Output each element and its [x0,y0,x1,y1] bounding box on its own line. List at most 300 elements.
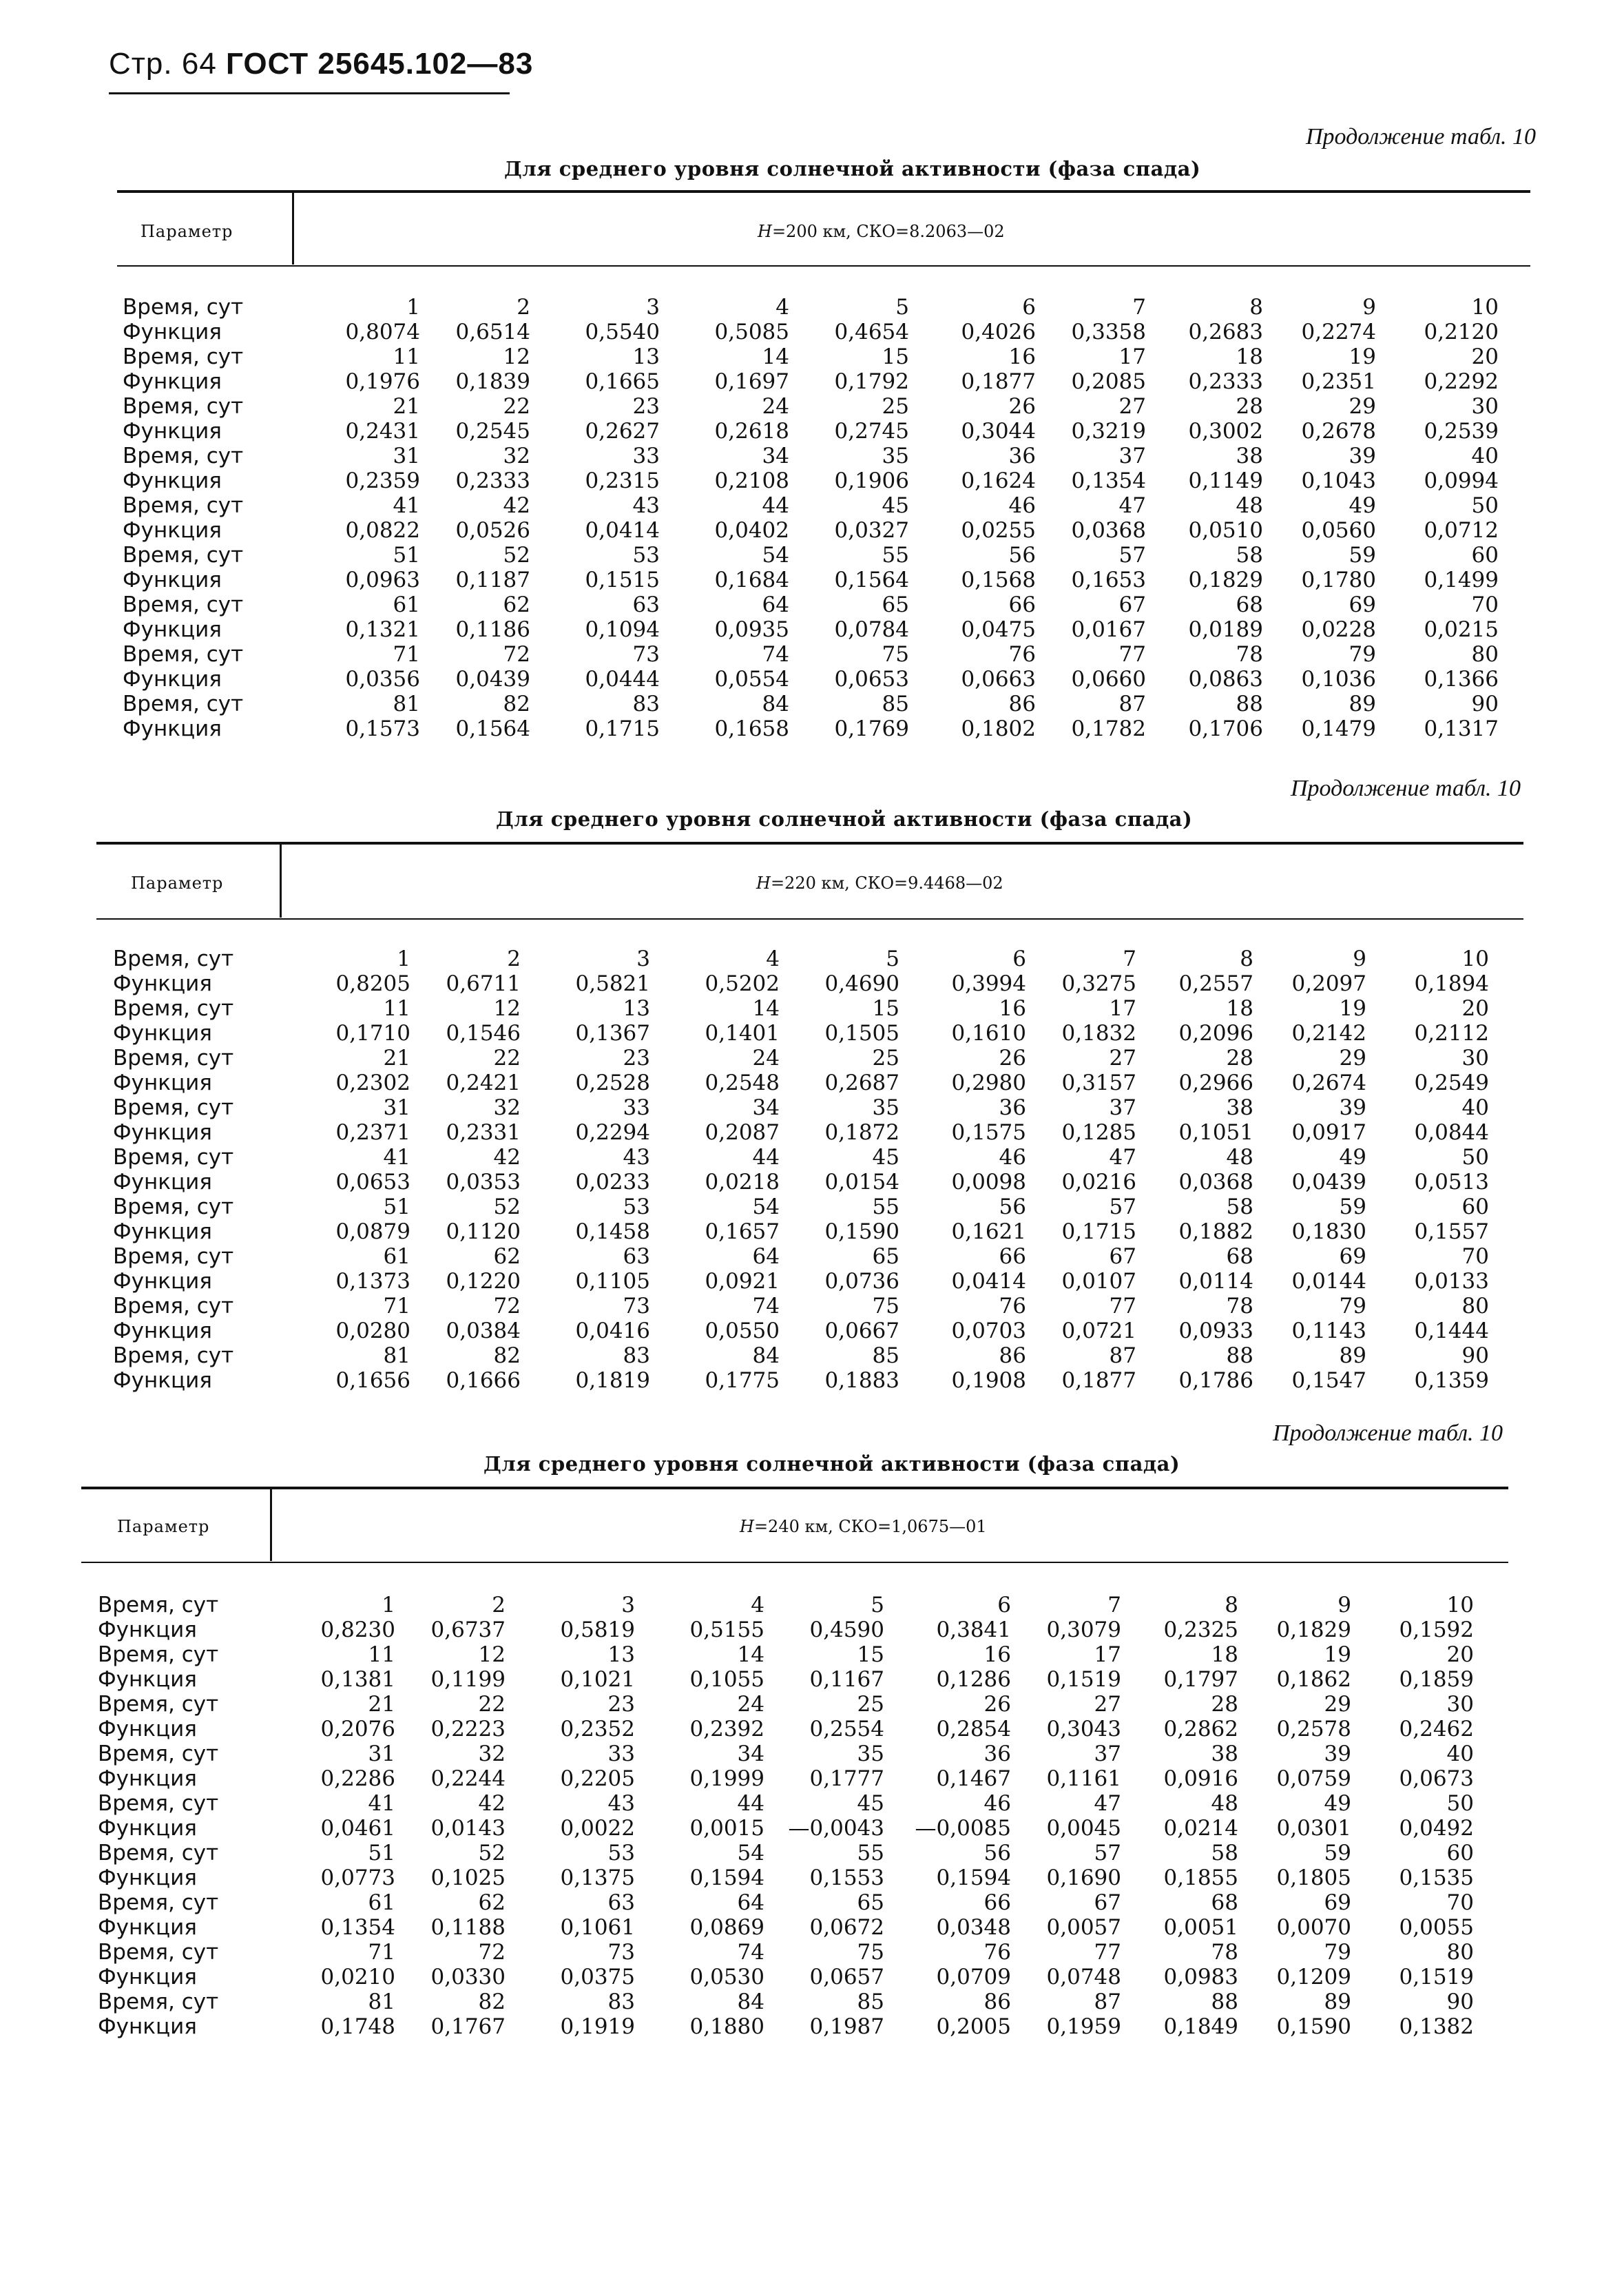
table-cell: 59 [1324,1841,1351,1865]
table-title: Для среднего уровня солнечной активности (фаза спада) [496,807,1193,831]
time-row [98,1741,1474,1766]
table-cell: 0,1715 [585,716,660,741]
table-cell: 18 [1226,996,1253,1021]
table-cell: 0,0051 [1163,1915,1238,1940]
table-cell: 0,1373 [335,1269,410,1294]
row-label: Время, сут [98,1741,219,1766]
table-cell: 0,0414 [585,518,660,543]
table-cell: 0,2687 [824,1071,899,1095]
table-cell: 15 [857,1642,884,1667]
table-cell: 38 [1226,1095,1253,1120]
table-cell: 84 [762,692,789,716]
table-cell: 40 [1446,1741,1474,1766]
table-cell: 55 [872,1195,899,1219]
row-label: Время, сут [113,1244,234,1269]
table-cell: 0,1872 [824,1120,899,1145]
table-cell: 68 [1236,592,1263,617]
table-cell: 0,2578 [1276,1717,1351,1741]
table-cell: 55 [882,543,909,568]
table-cell: 87 [1094,1989,1121,2014]
table-cell: 39 [1339,1095,1366,1120]
table-cell: 0,2554 [809,1717,884,1741]
table-cell: 0,2142 [1291,1021,1366,1046]
table-cell: 62 [503,592,530,617]
table-cell: 0,2315 [585,468,660,493]
table-cell: 85 [857,1989,884,2014]
table-cell: 0,1594 [689,1865,764,1890]
table-cell: 44 [737,1791,764,1816]
row-label: Функция [98,1617,197,1642]
table-cell: 0,0439 [1291,1170,1366,1195]
parameter-column-header: Параметр [131,873,224,893]
table-cell: 0,1690 [1046,1865,1121,1890]
table-cell: 50 [1446,1791,1474,1816]
function-row [123,568,1499,592]
condition-text: =240 км, СКО=1,0675—01 [753,1517,987,1536]
table-cell: 0,3044 [961,419,1036,444]
row-label: Функция [98,1865,197,1890]
table-cell: 54 [752,1195,780,1219]
page-number: Стр. 64 [109,47,217,81]
table-cell: 0,2085 [1071,369,1146,394]
table-cell: 0,2292 [1424,369,1499,394]
table-cell: 0,1568 [961,568,1036,592]
table-cell: 60 [1471,543,1499,568]
table-cell: 13 [607,1642,635,1667]
table-cell: 9 [1362,295,1376,320]
table-cell: 62 [478,1890,506,1915]
table-cell: 8 [1249,295,1263,320]
row-label: Время, сут [98,1642,219,1667]
table-cell: 0,1786 [1178,1368,1253,1393]
table-cell: 0,3275 [1061,971,1136,996]
table-cell: 0,1706 [1188,716,1263,741]
table-cell: 0,0280 [335,1319,410,1343]
row-label: Время, сут [123,543,244,568]
row-label: Время, сут [98,1989,219,2014]
time-row [98,1989,1474,2014]
table-cell: 76 [1008,642,1036,667]
table-cell: 84 [752,1343,780,1368]
table-cell: 0,4654 [834,320,909,344]
table-cell: 0,1055 [689,1667,764,1692]
function-row [98,2014,1474,2039]
table-cell: 0,2076 [320,1717,395,1741]
function-row [123,369,1499,394]
table-cell: 7 [1107,1593,1121,1617]
table-cell: 0,1862 [1276,1667,1351,1692]
table-cell: 0,2108 [714,468,789,493]
condition-header [740,1517,987,1536]
table-cell: 0,1658 [714,716,789,741]
table-cell: 47 [1109,1145,1136,1170]
table-cell: 0,0916 [1163,1766,1238,1791]
table-cell: 0,1444 [1414,1319,1489,1343]
continuation-label: Продолжение табл. 10 [1306,124,1537,149]
table-cell: 0,1188 [430,1915,506,1940]
row-label: Функция [113,1368,212,1393]
table-cell: 0,0673 [1399,1766,1474,1791]
table-cell: 0,0368 [1178,1170,1253,1195]
table-cell: 0,1592 [1399,1617,1474,1642]
height-symbol: H [740,1517,754,1536]
function-row [113,1071,1489,1095]
table-cell: 11 [383,996,410,1021]
table-cell: 0,0461 [320,1816,395,1841]
table-cell: 0,1382 [1399,2014,1474,2039]
table-cell: 0,1894 [1414,971,1489,996]
table-cell: 79 [1349,642,1376,667]
time-row [123,543,1499,568]
table-cell: 0,3157 [1061,1071,1136,1095]
table-cell: 22 [478,1692,506,1717]
table-cell: 61 [368,1890,395,1915]
table-cell: 0,2244 [430,1766,506,1791]
row-label: Время, сут [123,493,244,518]
table-cell: 42 [478,1791,506,1816]
table-cell: 49 [1339,1145,1366,1170]
time-row [113,1095,1489,1120]
table-cell: 0,0510 [1188,518,1263,543]
table-cell: 0,1458 [575,1219,650,1244]
table-cell: 22 [503,394,530,419]
table-cell: 0,1120 [446,1219,521,1244]
table-cell: 0,6514 [455,320,530,344]
table-cell: 37 [1118,444,1146,468]
table-cell: 0,0353 [446,1170,521,1195]
table-cell: 21 [393,394,420,419]
table-cell: 0,1025 [430,1865,506,1890]
function-row [113,1021,1489,1046]
table-cell: 56 [983,1841,1011,1865]
table-cell: 0,1610 [951,1021,1026,1046]
table-cell: 0,2286 [320,1766,395,1791]
row-label: Функция [123,419,222,444]
table-cell: 83 [623,1343,650,1368]
table-cell: 20 [1446,1642,1474,1667]
table-cell: 32 [503,444,530,468]
table-cell: 0,1839 [455,369,530,394]
table-cell: 0,3358 [1071,320,1146,344]
row-label: Функция [123,568,222,592]
table-cell: 65 [882,592,909,617]
time-row [98,1593,1474,1617]
time-row [123,444,1499,468]
table-cell: 0,0070 [1276,1915,1351,1940]
table-cell: 0,0709 [936,1965,1011,1989]
table-cell: 69 [1324,1890,1351,1915]
table-cell: 0,0773 [320,1865,395,1890]
table-cell: 12 [493,996,521,1021]
table-cell: 0,2274 [1301,320,1376,344]
table-cell: 53 [607,1841,635,1865]
table-cell: 0,1780 [1301,568,1376,592]
table-cell: 45 [857,1791,884,1816]
table-cell: 27 [1094,1692,1121,1717]
row-label: Время, сут [113,1195,234,1219]
table-cell: 31 [393,444,420,468]
table-cell: 0,2351 [1301,369,1376,394]
table-cell: 0,1505 [824,1021,899,1046]
table-cell: 16 [999,996,1026,1021]
table-cell: 0,2333 [455,468,530,493]
table-cell: 0,1143 [1291,1319,1366,1343]
function-row [98,1816,1474,1841]
time-row [123,344,1499,369]
table-cell: 62 [493,1244,521,1269]
table-cell: 90 [1471,692,1499,716]
table-cell: 86 [999,1343,1026,1368]
table-cell: 0,1321 [345,617,420,642]
function-row [123,667,1499,692]
table-cell: 2 [492,1593,506,1617]
table-cell: 0,0133 [1414,1269,1489,1294]
function-row [123,468,1499,493]
table-cell: 0,0526 [455,518,530,543]
table-cell: 0,1167 [809,1667,884,1692]
table-cell: 67 [1094,1890,1121,1915]
row-label: Время, сут [123,394,244,419]
table-cell: 26 [1008,394,1036,419]
table-cell: 5 [886,947,899,971]
table-cell: 14 [737,1642,764,1667]
row-label: Функция [113,1170,212,1195]
table-cell: 77 [1094,1940,1121,1965]
parameter-column-header: Параметр [117,1517,210,1536]
table-cell: 3 [636,947,650,971]
table-cell: 0,0935 [714,617,789,642]
time-row [113,1294,1489,1319]
table-cell: 0,1043 [1301,468,1376,493]
table-cell: 30 [1461,1046,1489,1071]
function-row [98,1667,1474,1692]
table-cell: 8 [1240,947,1253,971]
table-cell: 0,6737 [430,1617,506,1642]
function-row [113,1269,1489,1294]
table-cell: 17 [1094,1642,1121,1667]
table-cell: 78 [1236,642,1263,667]
table-cell: 0,1051 [1178,1120,1253,1145]
table-cell: 43 [632,493,660,518]
table-cell: 0,1832 [1061,1021,1136,1046]
table-cell: 0,0653 [834,667,909,692]
table-cell: 71 [383,1294,410,1319]
table-cell: 35 [872,1095,899,1120]
table-cell: 0,2333 [1188,369,1263,394]
row-label: Время, сут [113,947,234,971]
table-cell: 0,0933 [1178,1319,1253,1343]
table-cell: 54 [737,1841,764,1865]
table-cell: 0,1782 [1071,716,1146,741]
table-cell: 53 [623,1195,650,1219]
table-cell: 19 [1349,344,1376,369]
table-cell: 41 [368,1791,395,1816]
row-label: Функция [123,518,222,543]
table-cell: 0,2294 [575,1120,650,1145]
table-cell: 18 [1211,1642,1238,1667]
table-cell: 72 [503,642,530,667]
table-cell: 0,1748 [320,2014,395,2039]
table-cell: 0,2359 [345,468,420,493]
table-cell: 88 [1211,1989,1238,2014]
table-cell: 13 [623,996,650,1021]
table-cell: 78 [1226,1294,1253,1319]
time-row [98,1841,1474,1865]
row-label: Функция [113,1319,212,1343]
table-cell: 0,0869 [689,1915,764,1940]
table-cell: 0,1883 [824,1368,899,1393]
table-cell: 0,3994 [951,971,1026,996]
table-cell: 0,1061 [560,1915,635,1940]
table-cell: 6 [1022,295,1036,320]
table-cell: 35 [882,444,909,468]
table-cell: 49 [1349,493,1376,518]
header-separator [270,1488,272,1561]
table-cell: 31 [383,1095,410,1120]
table-cell: 1 [397,947,410,971]
table-cell: 86 [1008,692,1036,716]
table-cell: 76 [983,1940,1011,1965]
row-label: Функция [113,1021,212,1046]
function-row [123,617,1499,642]
table-cell: 65 [857,1890,884,1915]
table-cell: 0,1573 [345,716,420,741]
table-cell: 32 [493,1095,521,1120]
table-cell: 0,1317 [1424,716,1499,741]
table-cell: 0,1877 [961,369,1036,394]
table-cell: 85 [882,692,909,716]
table-cell: 0,1621 [951,1219,1026,1244]
table-cell: 0,1656 [335,1368,410,1393]
table-cell: 0,1499 [1424,568,1499,592]
table-cell: 0,0218 [705,1170,780,1195]
header-separator [280,843,282,918]
continuation-label: Продолжение табл. 10 [1273,1420,1503,1446]
table-cell: 0,1849 [1163,2014,1238,2039]
table-cell: 30 [1446,1692,1474,1717]
table-cell: 0,0022 [560,1816,635,1841]
table-cell: 0,0375 [560,1965,635,1989]
table-cell: 0,0228 [1301,617,1376,642]
table-cell: 70 [1461,1244,1489,1269]
table-cell: 0,0844 [1414,1120,1489,1145]
table-cell: 0,2557 [1178,971,1253,996]
table-cell: 53 [632,543,660,568]
table-title: Для среднего уровня солнечной активности (фаза спада) [483,1452,1180,1476]
table-cell: 37 [1094,1741,1121,1766]
table-cell: 0,1286 [936,1667,1011,1692]
continuation-label: Продолжение табл. 10 [1291,776,1521,801]
table-cell: 0,1519 [1046,1667,1121,1692]
row-label: Время, сут [113,1343,234,1368]
table-cell: 15 [872,996,899,1021]
function-row [113,1170,1489,1195]
table-cell: 11 [368,1642,395,1667]
table-cell: 12 [478,1642,506,1667]
table-cell: 51 [368,1841,395,1865]
table-cell: 68 [1226,1244,1253,1269]
table-cell: 0,5085 [714,320,789,344]
table-cell: 39 [1349,444,1376,468]
table-cell: 0,0402 [714,518,789,543]
table-cell: 0,0356 [345,667,420,692]
table-cell: 10 [1461,947,1489,971]
table-cell: 0,1819 [575,1368,650,1393]
table-cell: 0,8230 [320,1617,395,1642]
table-cell: 0,0721 [1061,1319,1136,1343]
table-cell: 28 [1226,1046,1253,1071]
table-cell: 58 [1236,543,1263,568]
table-cell: 0,6711 [446,971,521,996]
table-cell: 1 [406,295,420,320]
function-row [123,518,1499,543]
table-cell: 63 [623,1244,650,1269]
table-cell: 27 [1118,394,1146,419]
table-cell: 73 [607,1940,635,1965]
table-cell: 0,1767 [430,2014,506,2039]
table-cell: 0,1665 [585,369,660,394]
table-cell: 9 [1337,1593,1351,1617]
table-cell: 0,0513 [1414,1170,1489,1195]
table-cell: 0,1186 [455,617,530,642]
row-label: Время, сут [98,1593,219,1617]
table-cell: 26 [983,1692,1011,1717]
time-row [113,1145,1489,1170]
table-cell: 29 [1349,394,1376,419]
row-label: Функция [98,1766,197,1791]
row-label: Функция [123,369,222,394]
table-cell: 0,0384 [446,1319,521,1343]
table-cell: 24 [752,1046,780,1071]
table-cell: 0,1715 [1061,1219,1136,1244]
table-cell: 83 [607,1989,635,2014]
table-cell: 64 [737,1890,764,1915]
table-cell: 0,0917 [1291,1120,1366,1145]
time-row [123,493,1499,518]
table-cell: 0,0475 [961,617,1036,642]
table-cell: 47 [1094,1791,1121,1816]
table-cell: 61 [393,592,420,617]
table-cell: 0,1367 [575,1021,650,1046]
table-cell: 88 [1236,692,1263,716]
function-row [123,716,1499,741]
table-cell: 74 [752,1294,780,1319]
table-cell: 25 [857,1692,884,1717]
time-row [123,692,1499,716]
row-label: Время, сут [98,1841,219,1865]
table-cell: 66 [999,1244,1026,1269]
table-cell: 85 [872,1343,899,1368]
table-cell: 0,0879 [335,1219,410,1244]
table-cell: 0,1829 [1188,568,1263,592]
table-cell: 0,0653 [335,1170,410,1195]
table-cell: 0,2331 [446,1120,521,1145]
table-cell: 26 [999,1046,1026,1071]
table-cell: 37 [1109,1095,1136,1120]
table-cell: 71 [393,642,420,667]
row-label: Время, сут [113,1145,234,1170]
height-symbol: H [758,222,772,241]
table-cell: 90 [1461,1343,1489,1368]
table-cell: 75 [872,1294,899,1319]
table-cell: 33 [632,444,660,468]
table-cell: 0,2980 [951,1071,1026,1095]
table-cell: 59 [1349,543,1376,568]
table-cell: 19 [1324,1642,1351,1667]
table-cell: 0,0667 [824,1319,899,1343]
row-label: Функция [123,667,222,692]
table-cell: 0,0416 [575,1319,650,1343]
